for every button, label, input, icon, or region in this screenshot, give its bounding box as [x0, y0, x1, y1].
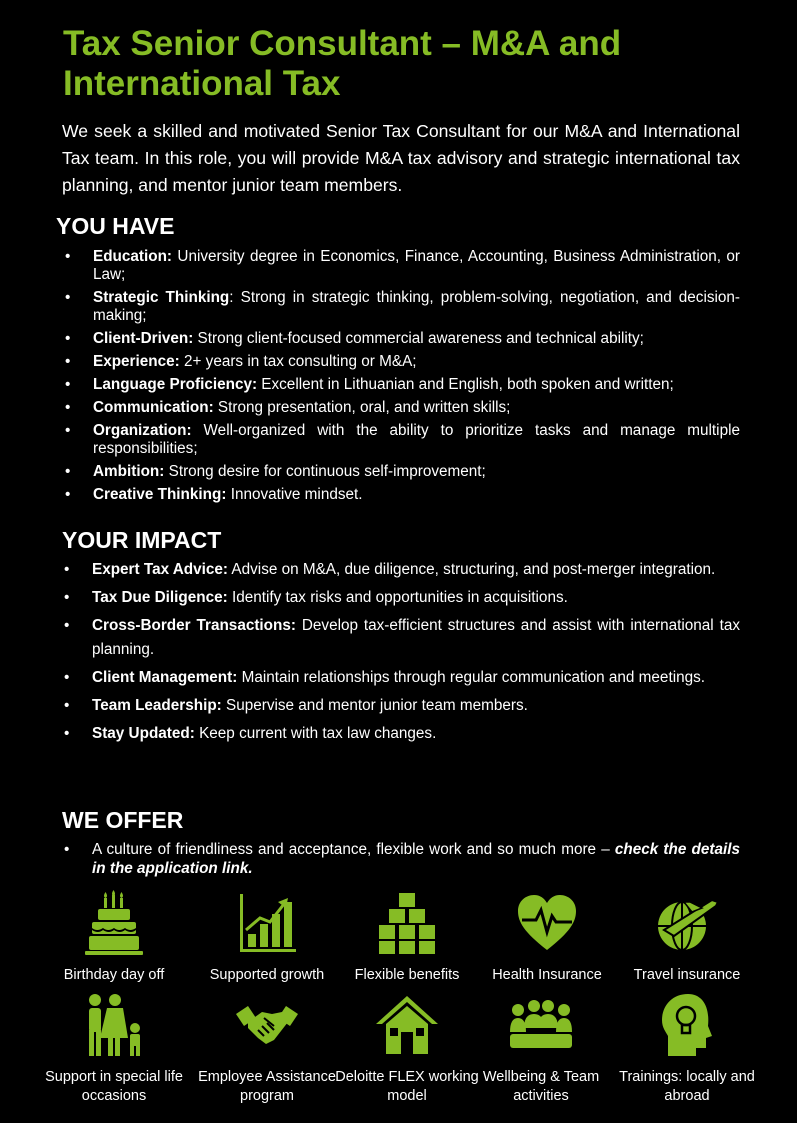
list-item: • Client-Driven: Strong client-focused commercial awareness and technical ability;: [63, 330, 740, 348]
you-have-heading: YOU HAVE: [56, 213, 175, 239]
benefit-birthday-day-off: Birthday day off: [39, 890, 189, 985]
list-item: • Client Management: Maintain relationships through regular communication and meetings.: [62, 666, 740, 690]
benefit-employee-assistance: Employee Assistance program: [192, 992, 342, 1106]
list-item: • Cross-Border Transactions: Develop tax-efficient structures and assist with international tax planning.: [62, 614, 740, 662]
page-title: Tax Senior Consultant – M&A and International Tax: [63, 24, 622, 103]
list-item: • Stay Updated: Keep current with tax law changes.: [62, 722, 740, 746]
team-icon: [508, 992, 574, 1058]
globe-plane-icon: [654, 890, 720, 956]
benefit-health-insurance: Health Insurance: [472, 890, 622, 985]
list-item: • Experience: 2+ years in tax consulting or M&A;: [63, 353, 740, 371]
family-icon: [81, 992, 147, 1058]
your-impact-heading: YOUR IMPACT: [62, 527, 222, 553]
benefit-deloitte-flex: Deloitte FLEX working model: [332, 992, 482, 1106]
benefit-supported-growth: Supported growth: [192, 890, 342, 985]
you-have-list: [63, 248, 740, 509]
we-offer-list: [62, 840, 740, 878]
birthday-cake-icon: [81, 890, 147, 956]
house-icon: [374, 992, 440, 1058]
benefit-special-life-occasions: Support in special life occasions: [39, 992, 189, 1106]
list-item: • Tax Due Diligence: Identify tax risks and opportunities in acquisitions.: [62, 586, 740, 610]
list-item: • Ambition: Strong desire for continuous self-improvement;: [63, 463, 740, 481]
head-lightbulb-icon: [654, 992, 720, 1058]
benefit-travel-insurance: Travel insurance: [612, 890, 762, 985]
application-link[interactable]: check the details in the application link.: [92, 841, 740, 877]
intro-paragraph: We seek a skilled and motivated Senior Tax Consultant for our M&A and International Tax team. In this role, you will provide M&A tax advisory and strategic international tax planning, and mentor junior team members.: [62, 121, 740, 195]
list-item: • Organization: Well-organized with the ability to prioritize tasks and manage multiple responsibilities;: [63, 422, 740, 458]
benefit-wellbeing-team: Wellbeing & Team activities: [466, 992, 616, 1106]
list-item: • Expert Tax Advice: Advise on M&A, due diligence, structuring, and post-merger integration.: [62, 558, 740, 582]
benefit-trainings: Trainings: locally and abroad: [612, 992, 762, 1106]
list-item: • Education: University degree in Economics, Finance, Accounting, Business Administration, or Law;: [63, 248, 740, 284]
list-item: • Language Proficiency: Excellent in Lithuanian and English, both spoken and written;: [63, 376, 740, 394]
heart-pulse-icon: [514, 890, 580, 956]
list-item: • A culture of friendliness and acceptance, flexible work and so much more – check the details in the application link.: [62, 840, 740, 878]
list-item: • Strategic Thinking: Strong in strategic thinking, problem-solving, negotiation, and decision-making;: [63, 289, 740, 325]
handshake-icon: [234, 992, 300, 1058]
list-item: • Communication: Strong presentation, oral, and written skills;: [63, 399, 740, 417]
growth-chart-icon: [234, 890, 300, 956]
stacked-boxes-icon: [374, 890, 440, 956]
list-item: • Team Leadership: Supervise and mentor junior team members.: [62, 694, 740, 718]
we-offer-heading: WE OFFER: [62, 807, 184, 833]
benefit-flexible-benefits: Flexible benefits: [332, 890, 482, 985]
list-item: • Creative Thinking: Innovative mindset.: [63, 486, 740, 504]
your-impact-list: [62, 558, 740, 750]
